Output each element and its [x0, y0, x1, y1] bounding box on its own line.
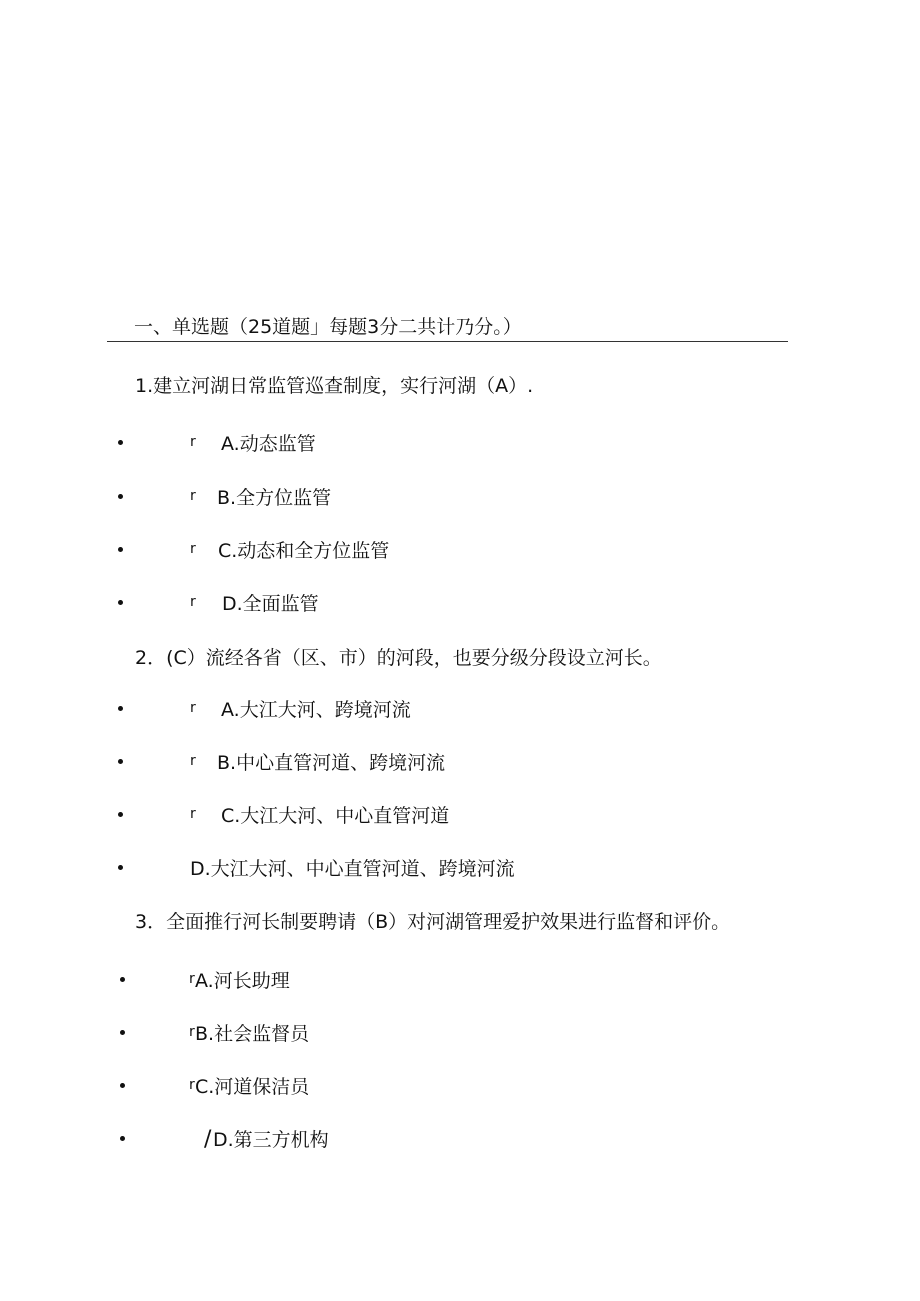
question-1-text: 1.建立河湖日常监管巡查制度，实行河湖（A）. [135, 375, 534, 397]
bullet [118, 865, 123, 870]
question-1-option-d[interactable]: D.全面监管 [222, 593, 319, 615]
question-3-option-d[interactable]: D.第三方机构 [213, 1129, 329, 1151]
question-3-option-a[interactable]: A.河长助理 [195, 970, 290, 992]
bullet [120, 1083, 125, 1088]
question-2-option-d[interactable]: D.大江大河、中心直管河道、跨境河流 [190, 858, 515, 880]
radio-mark: r [189, 971, 195, 987]
bullet [118, 706, 123, 711]
heading-divider [107, 341, 788, 342]
radio-mark: r [190, 541, 196, 557]
bullet [120, 1136, 125, 1141]
radio-mark: r [190, 806, 196, 822]
question-2-option-b[interactable]: B.中心直管河道、跨境河流 [217, 752, 446, 774]
radio-mark: r [190, 700, 196, 716]
radio-mark: r [189, 1077, 195, 1093]
radio-mark: r [190, 434, 196, 450]
check-mark: / [204, 1127, 212, 1152]
bullet [118, 600, 123, 605]
question-2-option-a[interactable]: A.大江大河、跨境河流 [221, 699, 411, 721]
bullet [118, 759, 123, 764]
radio-mark: r [189, 1024, 195, 1040]
radio-mark: r [190, 488, 196, 504]
bullet [118, 440, 123, 445]
question-1-option-a[interactable]: A.动态监管 [221, 433, 316, 455]
question-1-option-c[interactable]: C.动态和全方位监管 [218, 540, 390, 562]
question-3-option-c[interactable]: C.河道保洁员 [195, 1076, 310, 1098]
bullet [120, 977, 125, 982]
question-3-text: 3．全面推行河长制要聘请（B）对河湖管理爱护效果进行监督和评价。 [135, 911, 731, 933]
question-3-option-b[interactable]: B.社会监督员 [195, 1023, 310, 1045]
question-2-text: 2．(C）流经各省（区、市）的河段，也要分级分段设立河长。 [135, 647, 662, 669]
question-1-option-b[interactable]: B.全方位监管 [217, 487, 332, 509]
bullet [120, 1030, 125, 1035]
radio-mark: r [190, 753, 196, 769]
section-heading: 一、单选题（25道题」每题3分二共计乃分。） [134, 316, 522, 338]
bullet [118, 812, 123, 817]
bullet [118, 547, 123, 552]
question-2-option-c[interactable]: C.大江大河、中心直管河道 [221, 805, 450, 827]
radio-mark: r [190, 594, 196, 610]
bullet [118, 494, 123, 499]
